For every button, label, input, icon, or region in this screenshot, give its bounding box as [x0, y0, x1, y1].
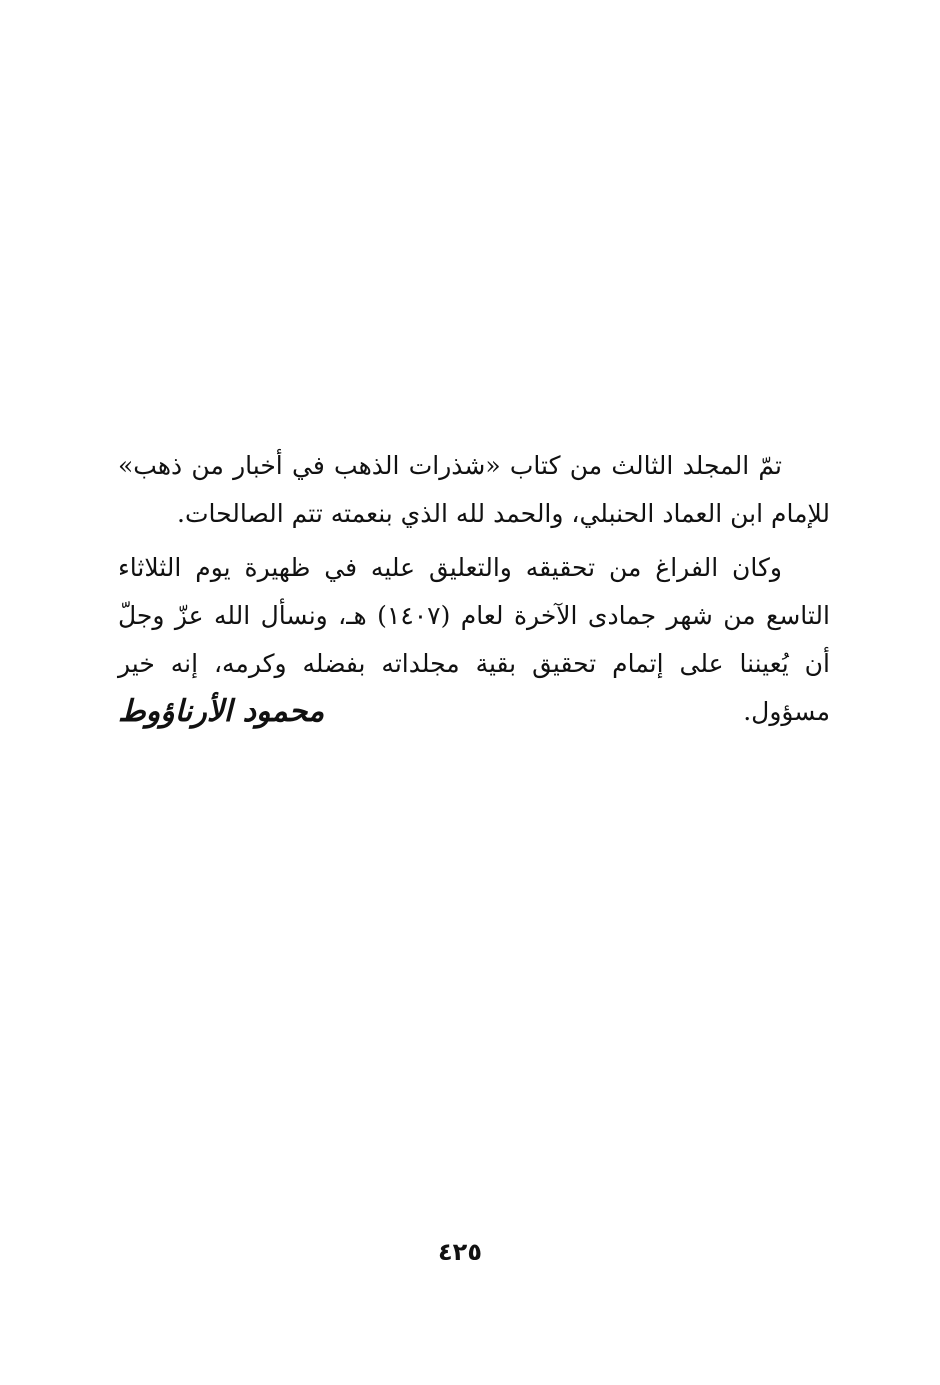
- date-paragraph: وكان الفراغ من تحقيقه والتعليق عليه في ظهيرة يوم الثلاثاء التاسع من شهر جمادى الآخرة لعام (١٤٠٧) هـ، ونسأل الله عزّ وجلّ أن يُعيننا على إتمام تحقيق بقية مجلداته بفضله وكرمه، إنه خير مسؤول.: [118, 553, 830, 726]
- editor-signature: محمود الأرناؤوط: [118, 694, 325, 729]
- page-number: ٤٢٥: [438, 1238, 482, 1266]
- completion-paragraph: تمّ المجلد الثالث من كتاب «شذرات الذهب في أخبار من ذهب» للإمام ابن العماد الحنبلي، والحمد لله الذي بنعمته تتم الصالحات.: [118, 451, 830, 528]
